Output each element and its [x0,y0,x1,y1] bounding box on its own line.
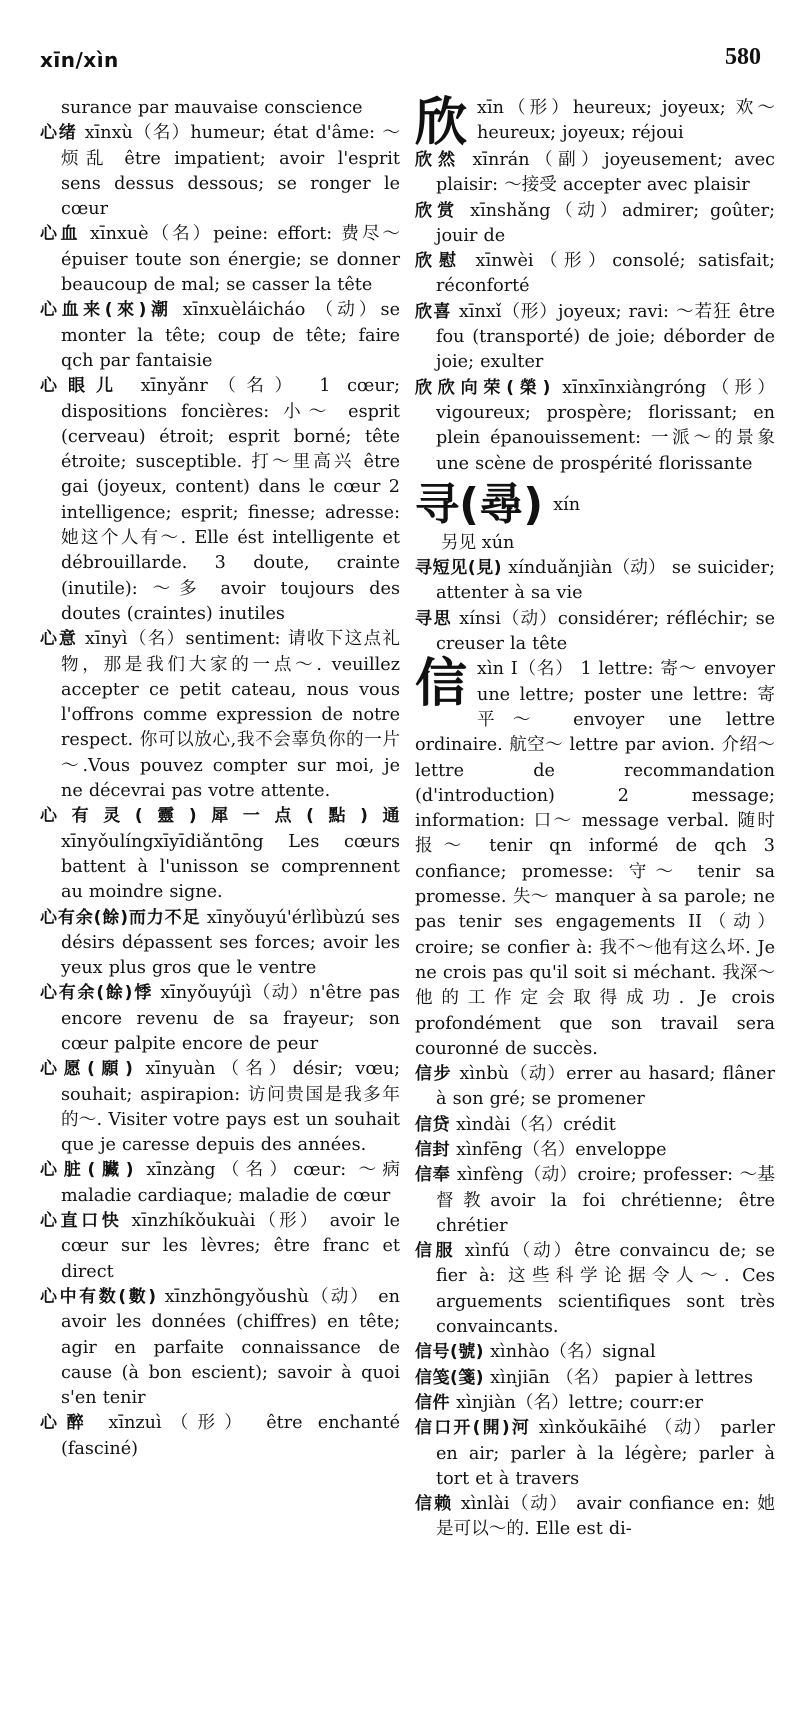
headword: 心血 [40,224,81,245]
entry-xinxuelaichao [40,298,400,374]
entry-xinwei [415,249,775,300]
entry-text: xīn（形）heureux; joyeux; 欢～ heureux; joyeux; réjoui [477,98,775,144]
headword: 心愿(願) [40,1059,134,1080]
headword: 欣欣向荣(榮) [415,377,551,398]
main-character-xun: 寻(尋) [415,478,544,530]
entry-xinyuan [40,1057,400,1158]
entry-xinbu [415,1062,775,1113]
page-header [0,0,801,70]
headword: 欣然 [415,150,461,170]
entry-text: xínduǎnjiàn（动） se suicider; attenter à sa vie [436,558,775,604]
main-character-xin1: 欣 [415,93,468,153]
headword: 信号(號) [415,1342,485,1363]
entry-xinsi [415,607,775,658]
headword: 信封 [415,1139,450,1160]
entry-text: xīnrán（副）joyeusement; avec plaisir: ～接受 accepter avec plaisir [436,150,775,196]
entry-xinfeng-envelope [415,1138,775,1163]
entry-xun-main [415,479,775,531]
entry-text: xìnfú（动）être convaincu de; se fier à: 这些科学论据令人～. Ces arguements scientifiques sont très convaincants. [436,1241,775,1338]
entry-text: xīnyì（名）sentiment: 请收下这点礼物，那是我们大家的一点～. veuillez accepter ce petit cateau, nous vous l'offrons comme expression de notre respect. 你可以放心,我不会辜负你的一片～.Vous pouvez compter sur moi, je ne décevrai pas votre attente. [61,629,401,802]
entry-text: xìn I（名） 1 lettre: 寄～ envoyer une lettre; poster une lettre: 寄平～ envoyer une lettre ordinaire. 航空～ lettre par avion. 介绍～ lettre de recommandation (d'introduction) 2 message; information: 口～ message verbal. 随时报～ tenir qn informé de qch 3 confiance; promesse: 守～ tenir sa promesse. 失～ manquer à sa parole; ne pas tenir ses engagements II（动）croire; se confier à: 我不～他有这么坏. Je ne crois pas qu'il soit si méchant. 我深～他的工作定会取得成功. Je crois profondément que son travail sera couronné de succès. [415,659,775,1059]
headword: 寻短见(見) [415,558,503,579]
entry-text: xīnzhōngyǒushù（动） en avoir les données (chiffres) en tête; agir en parfaite connaissance de cause (à bon escient); savoir à quoi s'en tenir [61,1286,400,1409]
entry-text: xìnjiàn（名）lettre; courr:er [450,1392,704,1413]
entry-xinfu [415,1239,775,1340]
headword: 心直口快 [40,1211,123,1232]
headword: 心醉 [40,1413,94,1434]
headword: 信赖 [415,1494,454,1515]
headword: 欣喜 [415,301,452,322]
entry-text: xīnxù（名）humeur; état d'âme: ～烦乱 être impatient; avoir l'esprit sens dessus dessous; se ronger le cœur [61,123,400,220]
entry-text: xīnxīnxiàngróng（形）vigoureux; prospère; florissant; en plein épanouissement: 一派～的景象 une scène de prospérité florissante [436,377,775,474]
headword: 心意 [40,629,78,650]
right-column [415,93,776,1543]
entry-xinlai [415,1492,775,1543]
entry-text: xīnzuì（形） être enchanté (fasciné) [61,1413,401,1459]
entry-text: xīnxǐ（形）joyeux; ravi: ～若狂 être fou (transporté) de joie; déborder de joie; exulter [436,301,776,373]
entry-text: xīnyǒuyújì（动）n'être pas encore revenu de sa frayeur; son cœur palpite encore de peur [61,983,400,1054]
entry-text: xìndài（名）crédit [450,1114,616,1135]
entry-text: xīnzàng（名）cœur: ～病 maladie cardiaque; maladie de cœur [61,1160,400,1206]
entry-xinxue [40,222,400,298]
headword: 信步 [415,1064,453,1085]
entry-xinzhikoukuai [40,1209,400,1285]
headword: 心有灵(靈)犀一点(點)通 [40,806,400,827]
entry-xinxinxiangrong [415,376,775,477]
headword: 欣慰 [415,251,463,272]
headword: 信贷 [415,1114,450,1135]
entry-text: xīnyuàn（名）désir; vœu; souhait; aspirapion: 访问贵国是我多年的～. Visiter votre pays est un souhait que je caresse depuis des années. [61,1059,400,1156]
entry-xinran [415,148,775,199]
entry-text: xìnhào（名）signal [484,1342,656,1363]
header-pinyin: xīn/xìn [40,48,119,72]
entry-text: xīnxuè（名）peine: effort: 费尽～ épuiser toute son énergie; se donner beaucoup de mal; se casser la tête [61,224,400,296]
entry-text: xīnshǎng（动）admirer; goûter; jouir de [436,200,775,246]
entry-text: xīnzhíkǒukuài（形） avoir le cœur sur les lèvres; être franc et direct [61,1211,400,1282]
headword: 心有余(餘)而力不足 [40,907,201,928]
entry-xinfeng-believe [415,1163,775,1239]
entry-continuation [40,96,400,121]
headword: 心绪 [40,123,78,144]
headword: 欣赏 [415,200,460,221]
headword: 心眼儿 [40,376,125,397]
entry-text: xīnyǒuyú'érlìbùzú ses désirs dépassent ses forces; avoir les yeux plus gros que le ventre [61,907,400,979]
headword: 心血来(來)潮 [40,300,173,321]
entry-xinyouyuji [40,981,400,1057]
left-column [40,96,400,1462]
headword: 信笺(箋) [415,1367,485,1388]
entry-text: xīnyǎnr（名） 1 cœur; dispositions foncières: 小～ esprit (cerveau) étroit; esprit borné; tête étroite; susceptible. 打～里高兴 être gai (joyeux, content) dans le cœur 2 intelligence; esprit; finesse; adresse: 她这个人有～. Elle ést intelligente et débrouillarde. 3 doute, crainte (inutile): ～多 avoir toujours des doutes (craintes) inutiles [61,376,401,624]
xun-pinyin: xín [553,494,581,515]
entry-text: xìnjiān （名） papier à lettres [484,1367,754,1388]
entry-text: xìnfēng（名）enveloppe [450,1139,667,1160]
entry-text: xīnyǒulíngxīyīdiǎntōng Les cœurs battent à l'unisson se comprennent au moindre signe. [61,831,400,903]
entry-xinhao [415,1340,775,1365]
headword: 寻思 [415,608,453,629]
entry-xinzhongyoushu [40,1285,400,1411]
entry-xinyanr [40,374,400,627]
entry-xinyi [40,627,400,804]
headword: 信口开(開)河 [415,1418,532,1439]
entry-text: xīnxuèláicháo （动）se monter la tête; coup de tête; faire qch par fantaisie [61,300,400,371]
entry-xin4-main [415,654,775,1062]
entry-xindai [415,1113,775,1138]
entry-xin1-main [415,93,775,153]
entry-text: xìnfèng（动）croire; professer: ～基督教avoir la foi chrétienne; être chrétier [436,1165,775,1236]
entry-xinyouyu-erlibuzu [40,906,400,982]
entry-xinjian-letter [415,1391,775,1416]
entry-text: xìnlài（动） avair confiance en: 她是可以～的. Elle est di- [436,1494,776,1540]
main-character-xin4: 信 [415,654,468,715]
page-number: 580 [725,44,761,70]
headword: 心中有数(數) [40,1286,157,1307]
entry-xinxi [415,300,775,376]
entry-xinxu [40,121,400,222]
entry-xinduanjian [415,556,775,607]
entry-text: surance par mauvaise conscience [61,98,363,118]
headword: 心脏(臟) [40,1160,134,1181]
entry-xinzang [40,1158,400,1209]
entry-xinkoukaihe [415,1416,775,1492]
entry-xinzui [40,1411,400,1462]
entry-text: xìnkǒukāihé （动） parler en air; parler à la légère; parler à tort et à travers [436,1418,775,1489]
entry-text: xìnbù（动）errer au hasard; flâner à son gré; se promener [436,1064,775,1110]
headword: 信件 [415,1392,450,1413]
entry-text: xínsi（动）considérer; réfléchir; se creuser la tête [436,608,776,655]
entry-xinshang [415,199,775,250]
entry-xinyoulingxi [40,804,400,905]
xun-cross-reference: 另见 xún [441,532,515,553]
headword: 信服 [415,1241,456,1262]
headword: 心有余(餘)悸 [40,983,153,1004]
headword: 信奉 [415,1165,451,1186]
entry-xinjian-paper [415,1366,775,1391]
entry-text: xīnwèi（形）consolé; satisfait; réconforté [436,251,775,297]
